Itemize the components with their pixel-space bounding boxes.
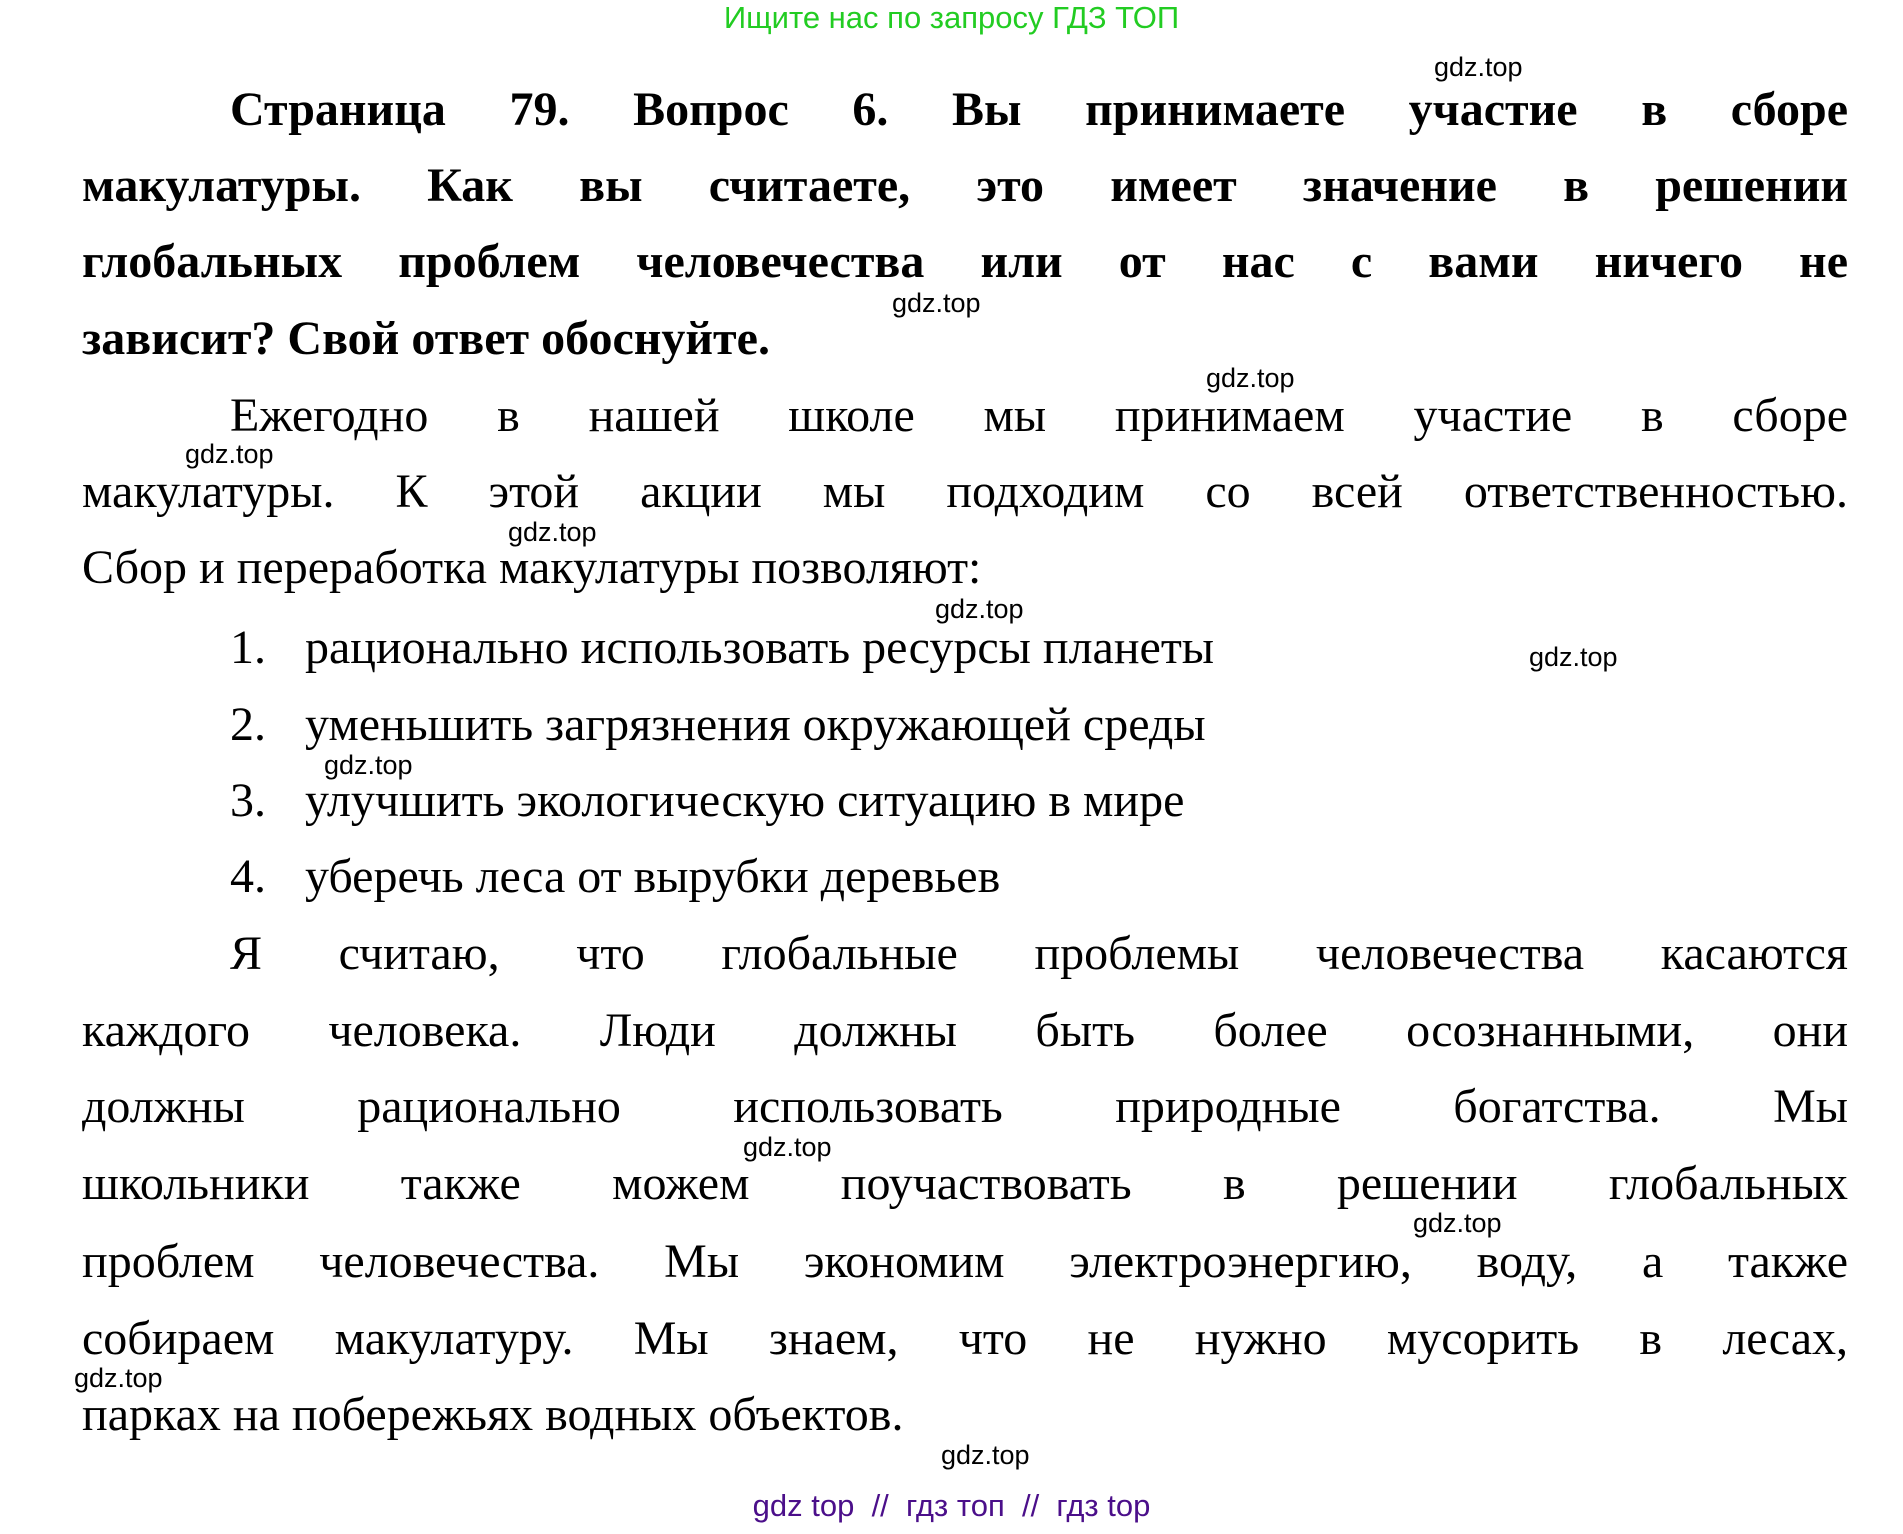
answer-line: Сбор и переработка макулатуры позволяют: <box>82 541 982 594</box>
answer-line: должны рационально использовать природные богатства. Мы <box>82 1080 1848 1133</box>
watermark: gdz.top <box>1434 52 1523 82</box>
footer-links: gdz top // гдз топ // гдз top <box>752 1488 1151 1523</box>
question-line: зависит? Свой ответ обоснуйте. <box>82 312 770 365</box>
watermark: gdz.top <box>74 1363 163 1393</box>
list-item: уберечь леса от вырубки деревьев <box>305 850 1001 903</box>
answer-line: парках на побережьях водных объектов. <box>82 1388 904 1441</box>
list-number: 4. <box>230 850 266 903</box>
list-item: рационально использовать ресурсы планеты <box>305 621 1215 674</box>
answer-line: проблем человечества. Мы экономим электроэнергию, воду, а также <box>82 1235 1848 1288</box>
question-line: Страница 79. Вопрос 6. Вы принимаете участие в сборе <box>230 83 1848 136</box>
watermark: gdz.top <box>185 439 274 469</box>
answer-line: собираем макулатуру. Мы знаем, что не нужно мусорить в лесах, <box>82 1312 1848 1365</box>
answer-line: Ежегодно в нашей школе мы принимаем участие в сборе <box>230 389 1848 442</box>
watermark: gdz.top <box>743 1132 832 1162</box>
watermark: gdz.top <box>324 750 413 780</box>
watermark: gdz.top <box>1413 1208 1502 1238</box>
list-item: улучшить экологическую ситуацию в мире <box>305 774 1185 827</box>
watermark: gdz.top <box>935 594 1024 624</box>
answer-line: Я считаю, что глобальные проблемы человечества касаются <box>230 927 1848 980</box>
watermark: gdz.top <box>1206 363 1295 393</box>
answer-line: макулатуры. К этой акции мы подходим со всей ответственностью. <box>82 465 1848 518</box>
search-banner: Ищите нас по запросу ГДЗ ТОП <box>723 0 1180 35</box>
question-line: макулатуры. Как вы считаете, это имеет значение в решении <box>82 159 1848 212</box>
question-line: глобальных проблем человечества или от нас с вами ничего не <box>82 235 1848 288</box>
list-number: 1. <box>230 621 266 674</box>
answer-line: каждого человека. Люди должны быть более осознанными, они <box>82 1004 1848 1057</box>
watermark: gdz.top <box>892 288 981 318</box>
watermark: gdz.top <box>1529 642 1618 672</box>
list-number: 3. <box>230 774 266 827</box>
list-item: уменьшить загрязнения окружающей среды <box>305 698 1206 751</box>
watermark: gdz.top <box>508 517 597 547</box>
watermark: gdz.top <box>941 1440 1030 1470</box>
list-number: 2. <box>230 698 266 751</box>
answer-line: школьники также можем поучаствовать в решении глобальных <box>82 1157 1848 1210</box>
